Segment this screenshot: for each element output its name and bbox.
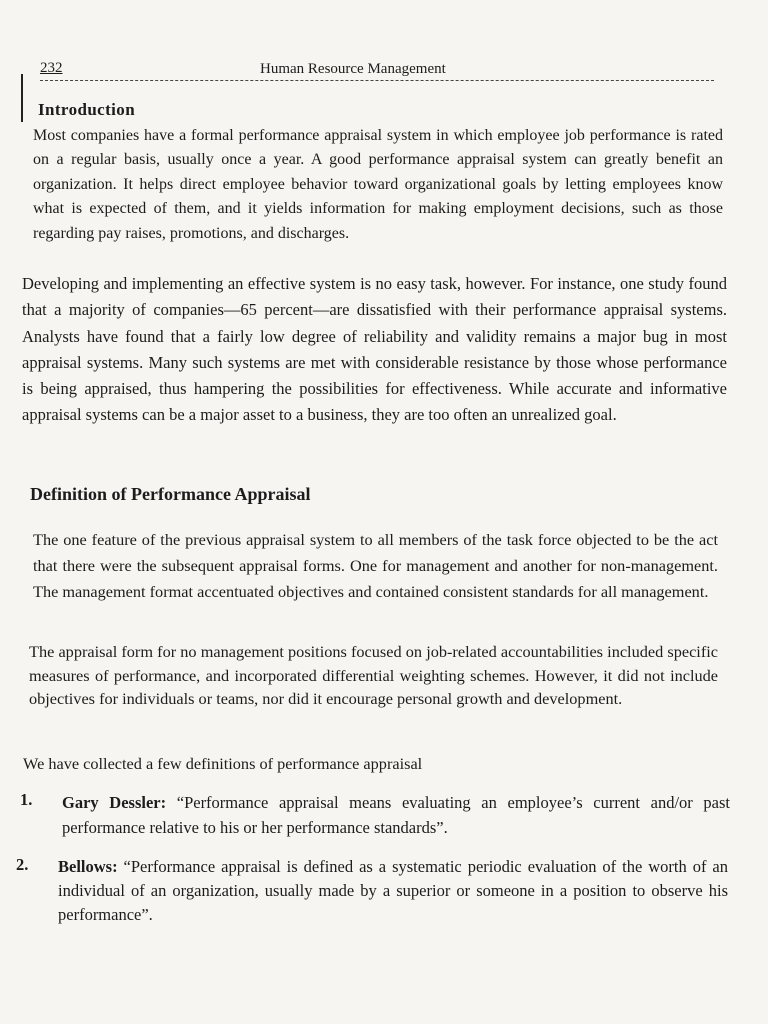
running-title: Human Resource Management [260,61,446,77]
definition-text [62,790,730,840]
list-number: 2. [16,855,29,874]
introduction-paragraph-1: Most companies have a formal performance appraisal system in which employee job performance is rated on a regular basis, usually once a year. A good performance appraisal system can greatly benefit an organization. It helps direct employee behavior toward organizational goals by letting employees know what is expected of them, and it yields information for making employment decisions, such as those regarding pay raises, promotions, and discharges. [33,127,723,242]
definition-quote: “Performance appraisal means evaluating an employee’s current and/or past performance relative to his or her performance standards”. [62,793,731,837]
page-number: 232 [40,60,63,76]
definition-text [58,855,728,927]
definition-author: Bellows: [58,857,118,876]
list-number: 1. [20,790,33,809]
definition-paragraph-3: We have collected a few definitions of performance appraisal [23,754,423,773]
definition-heading: Definition of Performance Appraisal [30,484,311,504]
definition-paragraph-2: The appraisal form for no management positions focused on job-related accountabilities included specific measures of performance, and incorporated differential weighting schemes. However, it did not include objectives for individuals or teams, nor did it encourage personal growth and development. [29,642,718,709]
margin-mark [21,74,23,122]
introduction-heading: Introduction [38,100,136,119]
definition-quote: “Performance appraisal is defined as a systematic periodic evaluation of the worth of an individual of an organization, usually made by a superior or someone in a position to observe his performance”. [58,857,728,924]
introduction-paragraph-2: Developing and implementing an effective system is no easy task, however. For instance, one study found that a majority of companies—65 percent—are dissatisfied with their performance appraisal systems. Analysts have found that a fairly low degree of reliability and validity remains a major bug in most appraisal systems. Many such systems are met with considerable resistance by those whose performance is being appraised, thus hampering the possibilities for effectiveness. While accurate and informative appraisal systems can be a major asset to a business, they are too often an unrealized goal. [22,274,727,425]
running-header [40,58,714,81]
definition-author: Gary Dessler: [62,793,167,812]
definition-paragraph-1: The one feature of the previous appraisal system to all members of the task force objected to be the act that there were the subsequent appraisal forms. One for management and another for non-management. The management format accentuated objectives and contained consistent standards for all management. [33,530,718,601]
